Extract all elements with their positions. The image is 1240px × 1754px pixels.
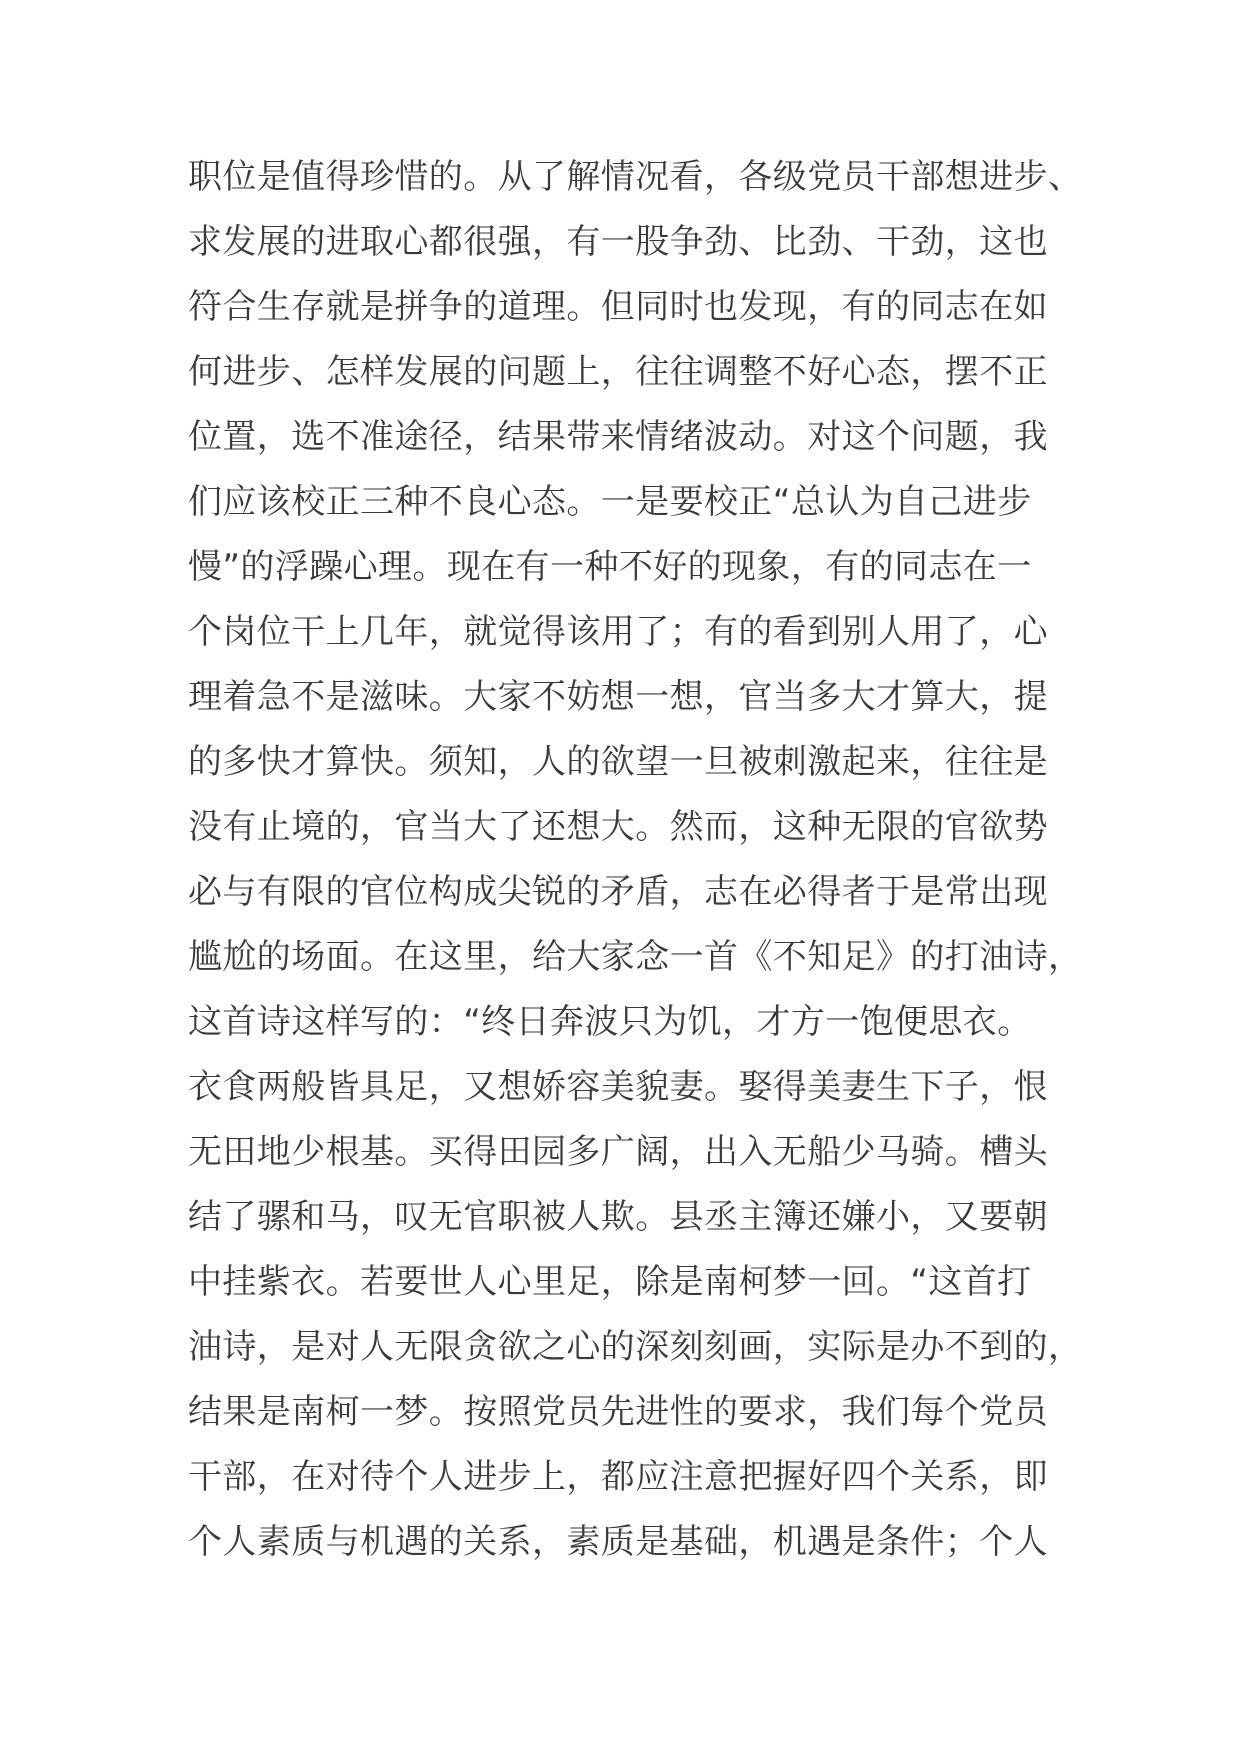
body-text <box>188 145 1083 1575</box>
text-line: 个岗位干上几年，就觉得该用了；有的看到别人用了，心 <box>188 612 1048 652</box>
text-line: 们应该校正三种不良心态。一是要校正“总认为自己进步 <box>188 482 1032 522</box>
text-line: 理着急不是滋味。大家不妨想一想，官当多大才算大，提 <box>188 677 1048 717</box>
text-line: 没有止境的，官当大了还想大。然而，这种无限的官欲势 <box>188 807 1048 847</box>
text-line: 个人素质与机遇的关系，素质是基础，机遇是条件；个人 <box>188 1522 1048 1562</box>
text-line: 的多快才算快。须知，人的欲望一旦被刺激起来，往往是 <box>188 742 1048 782</box>
text-line: 位置，选不准途径，结果带来情绪波动。对这个问题，我 <box>188 417 1048 457</box>
text-line: 这首诗这样写的：“终日奔波只为饥，才方一饱便思衣。 <box>188 1002 1032 1042</box>
text-line: 油诗，是对人无限贪欲之心的深刻刻画，实际是办不到的， <box>188 1327 1083 1367</box>
text-line: 何进步、怎样发展的问题上，往往调整不好心态，摆不正 <box>188 352 1048 392</box>
text-line: 符合生存就是拼争的道理。但同时也发现，有的同志在如 <box>188 287 1048 327</box>
text-line: 尴尬的场面。在这里，给大家念一首《不知足》的打油诗， <box>188 937 1083 977</box>
text-line: 无田地少根基。买得田园多广阔，出入无船少马骑。槽头 <box>188 1132 1048 1172</box>
text-line: 求发展的进取心都很强，有一股争劲、比劲、干劲，这也 <box>188 222 1048 262</box>
text-line: 职位是值得珍惜的。从了解情况看，各级党员干部想进步、 <box>188 157 1083 197</box>
text-line: 必与有限的官位构成尖锐的矛盾，志在必得者于是常出现 <box>188 872 1048 912</box>
text-line: 慢”的浮躁心理。现在有一种不好的现象，有的同志在一 <box>188 547 1032 587</box>
text-line: 衣食两般皆具足，又想娇容美貌妻。娶得美妻生下子，恨 <box>188 1067 1048 1107</box>
text-line: 中挂紫衣。若要世人心里足，除是南柯梦一回。“这首打 <box>188 1262 1032 1302</box>
text-line: 干部，在对待个人进步上，都应注意把握好四个关系，即 <box>188 1457 1048 1497</box>
text-line: 结果是南柯一梦。按照党员先进性的要求，我们每个党员 <box>188 1392 1048 1432</box>
text-line: 结了骡和马，叹无官职被人欺。县丞主簿还嫌小，又要朝 <box>188 1197 1048 1237</box>
